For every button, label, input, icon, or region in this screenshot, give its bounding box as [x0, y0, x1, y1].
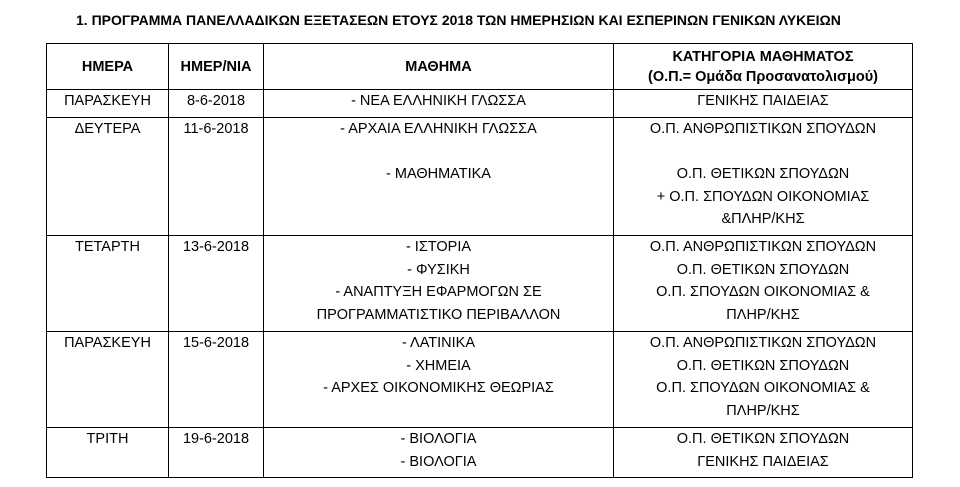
subject-item: - ΑΡΧΕΣ ΟΙΚΟΝΟΜΙΚΗΣ ΘΕΩΡΙΑΣ [323, 380, 554, 396]
subject-item: - ΝΕΑ ΕΛΛΗΝΙΚΗ ΓΛΩΣΣΑ [351, 93, 526, 109]
category-item: Ο.Π. ΘΕΤΙΚΩΝ ΣΠΟΥΔΩΝ [676, 431, 850, 447]
row-day: ΔΕΥΤΕΡΑ [47, 118, 169, 236]
table-row [47, 236, 913, 332]
category-item: + Ο.Π. ΣΠΟΥΔΩΝ ΟΙΚΟΝΟΜΙΑΣ [656, 188, 870, 205]
category-item: ΠΛΗΡ/ΚΗΣ [726, 306, 800, 323]
row-categories [614, 332, 913, 428]
subject-item: ΠΡΟΓΡΑΜΜΑΤΙΣΤΙΚΟ ΠΕΡΙΒΑΛΛΟΝ [316, 306, 561, 323]
row-day: ΠΑΡΑΣΚΕΥΗ [47, 90, 169, 118]
header-day: ΗΜΕΡΑ [47, 44, 169, 90]
row-subjects [264, 332, 614, 428]
row-subjects [264, 90, 614, 118]
table-row [47, 118, 913, 236]
category-item: ΓΕΝΙΚΗΣ ΠΑΙΔΕΙΑΣ [697, 93, 829, 109]
header-category [614, 44, 913, 90]
category-item: ΓΕΝΙΚΗΣ ΠΑΙΔΕΙΑΣ [697, 453, 829, 470]
table-row [47, 332, 913, 428]
row-date: 8-6-2018 [169, 90, 264, 118]
category-item: Ο.Π. ΘΕΤΙΚΩΝ ΣΠΟΥΔΩΝ [676, 357, 850, 374]
row-date: 13-6-2018 [169, 236, 264, 332]
subject-item: - ΛΑΤΙΝΙΚΑ [401, 335, 476, 351]
category-item: Ο.Π. ΘΕΤΙΚΩΝ ΣΠΟΥΔΩΝ [676, 261, 850, 278]
header-date: ΗΜΕΡ/ΝΙΑ [169, 44, 264, 90]
category-item: Ο.Π. ΑΝΘΡΩΠΙΣΤΙΚΩΝ ΣΠΟΥΔΩΝ [649, 239, 877, 255]
row-date: 11-6-2018 [169, 118, 264, 236]
subject-item: - ΦΥΣΙΚΗ [407, 261, 470, 278]
table-row [47, 428, 913, 478]
row-day: ΤΕΤΑΡΤΗ [47, 236, 169, 332]
table-row [47, 90, 913, 118]
exam-schedule-table [46, 43, 913, 478]
header-category-line1: ΚΑΤΗΓΟΡΙΑ ΜΑΘΗΜΑΤΟΣ [672, 48, 854, 65]
header-subject: ΜΑΘΗΜΑ [264, 44, 614, 90]
category-item: Ο.Π. ΣΠΟΥΔΩΝ ΟΙΚΟΝΟΜΙΑΣ & [656, 284, 870, 300]
row-categories [614, 236, 913, 332]
category-item: ΠΛΗΡ/ΚΗΣ [726, 402, 800, 419]
subject-item: - ΙΣΤΟΡΙΑ [405, 239, 472, 255]
row-day: ΤΡΙΤΗ [47, 428, 169, 478]
row-categories [614, 428, 913, 478]
category-item: Ο.Π. ΣΠΟΥΔΩΝ ΟΙΚΟΝΟΜΙΑΣ & [656, 380, 870, 396]
category-item: Ο.Π. ΑΝΘΡΩΠΙΣΤΙΚΩΝ ΣΠΟΥΔΩΝ [649, 335, 877, 351]
document-title: 1. ΠΡΟΓΡΑΜΜΑ ΠΑΝΕΛΛΑΔΙΚΩΝ ΕΞΕΤΑΣΕΩΝ ΕΤΟΥΣ 2018 ΤΩΝ ΗΜΕΡΗΣΙΩΝ ΚΑΙ ΕΣΠΕΡΙΝΩΝ ΓΕΝΙΚΩΝ ΛΥΚΕΙΩΝ [76, 12, 841, 28]
category-item: &ΠΛΗΡ/ΚΗΣ [721, 211, 805, 227]
header-category-line2: (Ο.Π.= Ομάδα Προσανατολισμού) [648, 68, 878, 85]
row-date: 15-6-2018 [169, 332, 264, 428]
row-categories [614, 118, 913, 236]
subject-item: - ΒΙΟΛΟΓΙΑ [400, 453, 477, 470]
row-day: ΠΑΡΑΣΚΕΥΗ [47, 332, 169, 428]
subject-item: - ΑΝΑΠΤΥΞΗ ΕΦΑΡΜΟΓΩΝ ΣΕ [335, 284, 542, 300]
subject-item: - ΒΙΟΛΟΓΙΑ [400, 431, 477, 447]
row-date: 19-6-2018 [169, 428, 264, 478]
subject-item: - ΧΗΜΕΙΑ [406, 357, 471, 374]
row-subjects [264, 236, 614, 332]
row-subjects [264, 428, 614, 478]
table-header-row [47, 44, 913, 90]
row-categories [614, 90, 913, 118]
category-item: Ο.Π. ΑΝΘΡΩΠΙΣΤΙΚΩΝ ΣΠΟΥΔΩΝ [649, 121, 877, 137]
subject-item: - ΜΑΘΗΜΑΤΙΚΑ [386, 166, 491, 182]
subject-item: - ΑΡΧΑΙΑ ΕΛΛΗΝΙΚΗ ΓΛΩΣΣΑ [340, 121, 537, 137]
row-subjects [264, 118, 614, 236]
category-item: Ο.Π. ΘΕΤΙΚΩΝ ΣΠΟΥΔΩΝ [676, 166, 850, 182]
